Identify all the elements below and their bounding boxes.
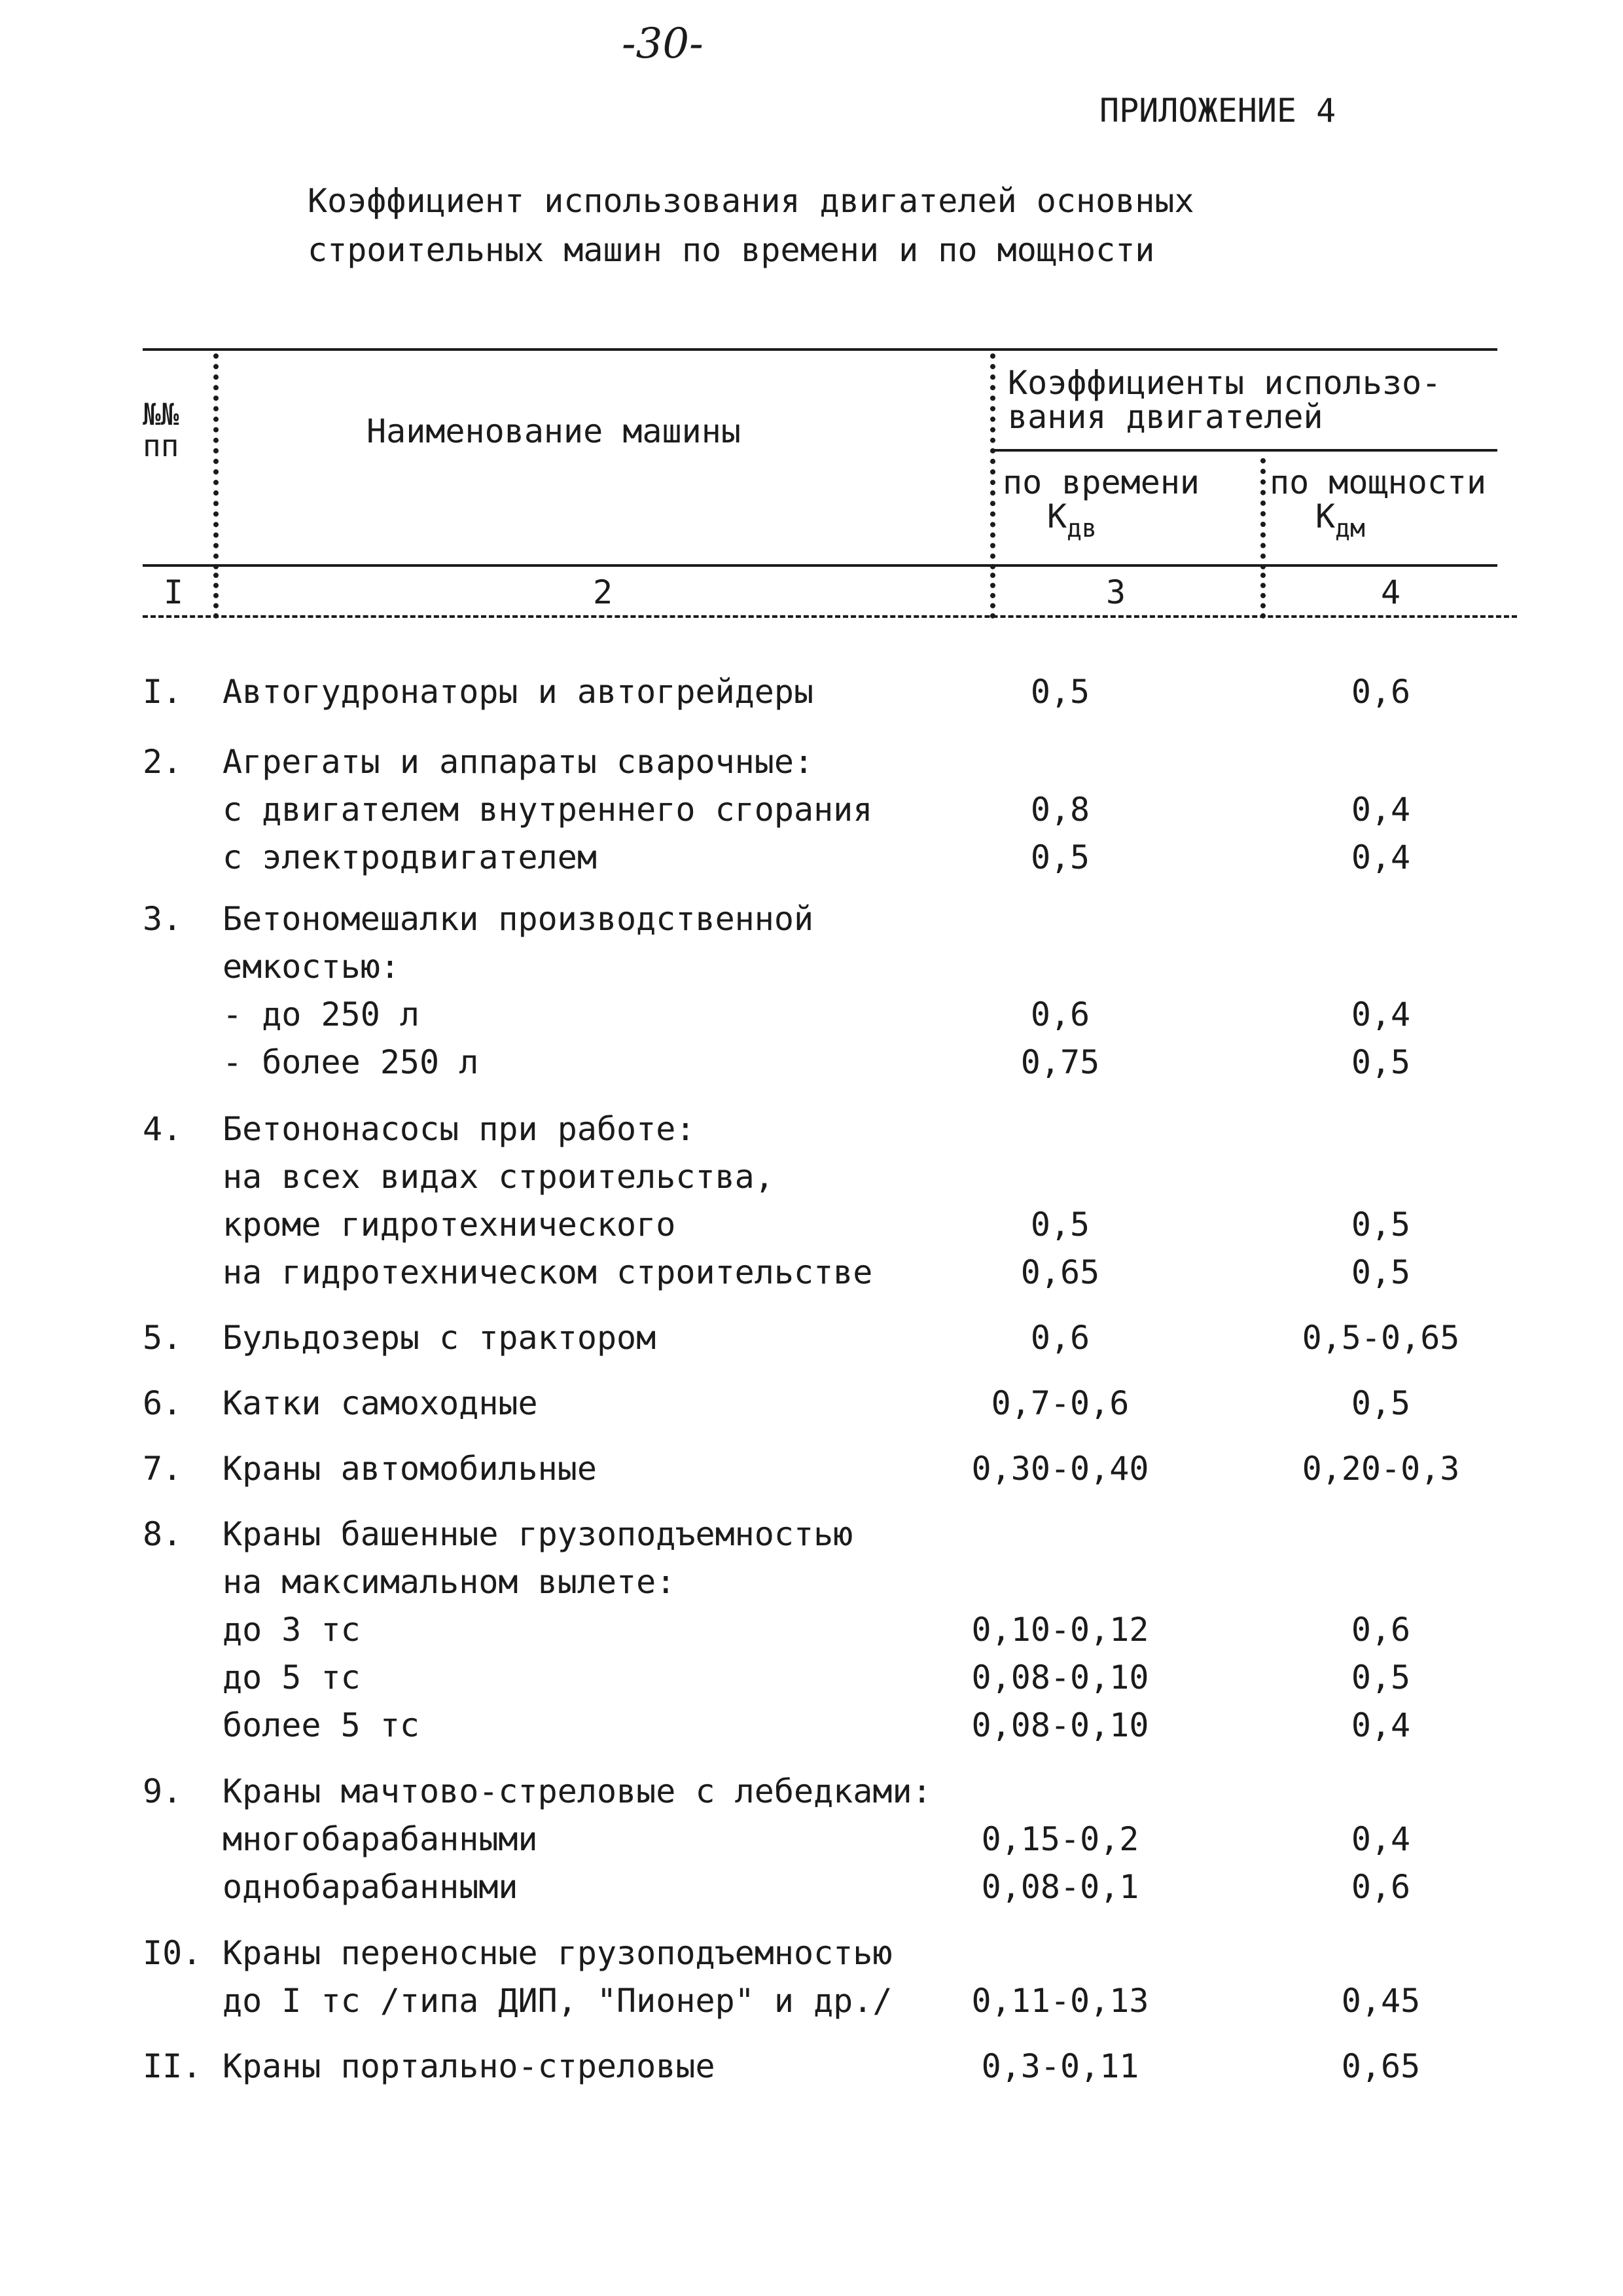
coef-time: 0,08-0,10 xyxy=(971,1659,1149,1696)
table-row xyxy=(0,1659,1623,1702)
table-row xyxy=(0,838,1623,882)
coef-time: 0,10-0,12 xyxy=(971,1611,1149,1649)
time-symbol-subscript: дв xyxy=(1067,514,1097,543)
coef-power: 0,4 xyxy=(1351,996,1411,1033)
machine-name: с двигателем внутреннего сгорания xyxy=(223,791,873,829)
row-number: 6. xyxy=(143,1384,183,1422)
table-row xyxy=(0,743,1623,786)
machine-name: до 5 тс xyxy=(223,1659,361,1696)
machine-name: на всех видах строительства, xyxy=(223,1158,774,1196)
machine-name: Краны портально-стреловые xyxy=(223,2047,715,2085)
coef-time: 0,30-0,40 xyxy=(971,1450,1149,1488)
coef-time: 0,75 xyxy=(1020,1043,1100,1081)
table-top-rule xyxy=(143,348,1497,351)
coef-power: 0,45 xyxy=(1341,1982,1421,2020)
table-row xyxy=(0,1706,1623,1749)
coef-power: 0,5-0,65 xyxy=(1302,1319,1460,1357)
table-row xyxy=(0,791,1623,834)
table-row xyxy=(0,1206,1623,1249)
table-row xyxy=(0,2047,1623,2090)
column-number-2: 2 xyxy=(593,573,613,611)
coef-time: 0,15-0,2 xyxy=(981,1820,1139,1858)
table-row xyxy=(0,1982,1623,2025)
header-bottom-rule xyxy=(143,564,1497,567)
header-machine-name: Наименование машины xyxy=(366,412,741,450)
column-number-1: I xyxy=(164,573,184,611)
machine-name: Бетононасосы при работе: xyxy=(223,1110,696,1148)
row-number: I. xyxy=(143,673,183,711)
coef-power: 0,4 xyxy=(1351,791,1411,829)
coef-power: 0,6 xyxy=(1351,1868,1411,1906)
document-title-line-2: строительных машин по времени и по мощности xyxy=(308,231,1155,269)
table-row xyxy=(0,1868,1623,1911)
table-row xyxy=(0,1934,1623,1977)
machine-name: - более 250 л xyxy=(223,1043,479,1081)
header-time-symbol xyxy=(1047,497,1097,543)
column-divider-2 xyxy=(990,353,995,569)
row-number: 3. xyxy=(143,900,183,938)
table-row xyxy=(0,1563,1623,1606)
machine-name: - до 250 л xyxy=(223,996,420,1033)
coef-time: 0,5 xyxy=(1030,838,1090,876)
column-number-4: 4 xyxy=(1381,573,1401,611)
machine-name: Краны переносные грузоподъемностью xyxy=(223,1934,893,1972)
column-number-divider-3 xyxy=(1260,573,1266,619)
power-symbol-k: К xyxy=(1315,497,1336,535)
machine-name: Агрегаты и аппараты сварочные: xyxy=(223,743,814,781)
row-number: 2. xyxy=(143,743,183,781)
coef-power: 0,65 xyxy=(1341,2047,1421,2085)
row-number: 8. xyxy=(143,1515,183,1553)
column-number-divider-1 xyxy=(213,573,219,619)
table-row xyxy=(0,1110,1623,1153)
coef-power: 0,4 xyxy=(1351,1706,1411,1744)
table-row xyxy=(0,673,1623,716)
column-divider-3 xyxy=(1260,458,1266,569)
row-number: 9. xyxy=(143,1772,183,1810)
machine-name: Автогудронаторы и автогрейдеры xyxy=(223,673,814,711)
table-row xyxy=(0,900,1623,943)
machine-name: Краны мачтово-стреловые с лебедками: xyxy=(223,1772,932,1810)
coef-time: 0,5 xyxy=(1030,1206,1090,1244)
coef-power: 0,5 xyxy=(1351,1206,1411,1244)
machine-name: однобарабанными xyxy=(223,1868,518,1906)
coef-time: 0,11-0,13 xyxy=(971,1982,1149,2020)
header-coefficients-line-1: Коэффициенты использо- xyxy=(1008,364,1442,402)
column-number-3: 3 xyxy=(1106,573,1126,611)
header-power-label: по мощности xyxy=(1270,463,1487,501)
machine-name: многобарабанными xyxy=(223,1820,538,1858)
coef-power: 0,20-0,3 xyxy=(1302,1450,1460,1488)
time-symbol-k: К xyxy=(1047,497,1067,535)
column-numbers-rule xyxy=(143,615,1517,618)
machine-name: Краны башенные грузоподъемностью xyxy=(223,1515,853,1553)
coef-power: 0,5 xyxy=(1351,1253,1411,1291)
table-row xyxy=(0,1450,1623,1493)
machine-name: с электродвигателем xyxy=(223,838,597,876)
table-row xyxy=(0,1820,1623,1863)
row-number: 7. xyxy=(143,1450,183,1488)
coef-time: 0,6 xyxy=(1030,996,1090,1033)
header-time-label: по времени xyxy=(1003,463,1200,501)
machine-name: более 5 тс xyxy=(223,1706,420,1744)
coef-power: 0,6 xyxy=(1351,1611,1411,1649)
table-row xyxy=(0,1043,1623,1086)
coef-time: 0,8 xyxy=(1030,791,1090,829)
power-symbol-subscript: дм xyxy=(1335,514,1365,543)
coef-power: 0,6 xyxy=(1351,673,1411,711)
machine-name: до 3 тс xyxy=(223,1611,361,1649)
machine-name: Бульдозеры с трактором xyxy=(223,1319,656,1357)
table-row xyxy=(0,948,1623,991)
coef-time: 0,08-0,1 xyxy=(981,1868,1139,1906)
table-row xyxy=(0,1384,1623,1427)
table-row xyxy=(0,1158,1623,1201)
machine-name: до I тс /типа ДИП, "Пионер" и др./ xyxy=(223,1982,893,2020)
page-number: -30- xyxy=(622,20,704,68)
coef-power: 0,5 xyxy=(1351,1659,1411,1696)
row-number: II. xyxy=(143,2047,202,2085)
coef-time: 0,6 xyxy=(1030,1319,1090,1357)
coef-time: 0,3-0,11 xyxy=(981,2047,1139,2085)
table-row xyxy=(0,1611,1623,1654)
machine-name: на максимальном вылете: xyxy=(223,1563,676,1601)
table-row xyxy=(0,1772,1623,1816)
header-number-line-1: №№ xyxy=(143,397,179,432)
header-coefficients-line-2: вания двигателей xyxy=(1008,398,1323,436)
column-number-divider-2 xyxy=(990,573,995,619)
column-divider-1 xyxy=(213,353,219,569)
coef-power: 0,5 xyxy=(1351,1043,1411,1081)
coef-time: 0,7-0,6 xyxy=(991,1384,1130,1422)
header-subrule xyxy=(995,449,1497,452)
machine-name: Катки самоходные xyxy=(223,1384,538,1422)
coef-time: 0,65 xyxy=(1020,1253,1100,1291)
document-title-line-1: Коэффициент использования двигателей основных xyxy=(308,182,1194,220)
coef-time: 0,5 xyxy=(1030,673,1090,711)
appendix-label: ПРИЛОЖЕНИЕ 4 xyxy=(1099,92,1336,130)
table-row xyxy=(0,996,1623,1039)
coef-time: 0,08-0,10 xyxy=(971,1706,1149,1744)
machine-name: емкостью: xyxy=(223,948,400,986)
header-number-line-2: пп xyxy=(143,428,179,463)
machine-name: Краны автомобильные xyxy=(223,1450,597,1488)
machine-name: кроме гидротехнического xyxy=(223,1206,676,1244)
table-row xyxy=(0,1515,1623,1558)
header-power-symbol xyxy=(1315,497,1365,543)
row-number: I0. xyxy=(143,1934,202,1972)
row-number: 4. xyxy=(143,1110,183,1148)
coef-power: 0,5 xyxy=(1351,1384,1411,1422)
machine-name: Бетономешалки производственной xyxy=(223,900,814,938)
coef-power: 0,4 xyxy=(1351,1820,1411,1858)
row-number: 5. xyxy=(143,1319,183,1357)
table-row xyxy=(0,1253,1623,1297)
table-row xyxy=(0,1319,1623,1362)
coef-power: 0,4 xyxy=(1351,838,1411,876)
machine-name: на гидротехническом строительстве xyxy=(223,1253,873,1291)
